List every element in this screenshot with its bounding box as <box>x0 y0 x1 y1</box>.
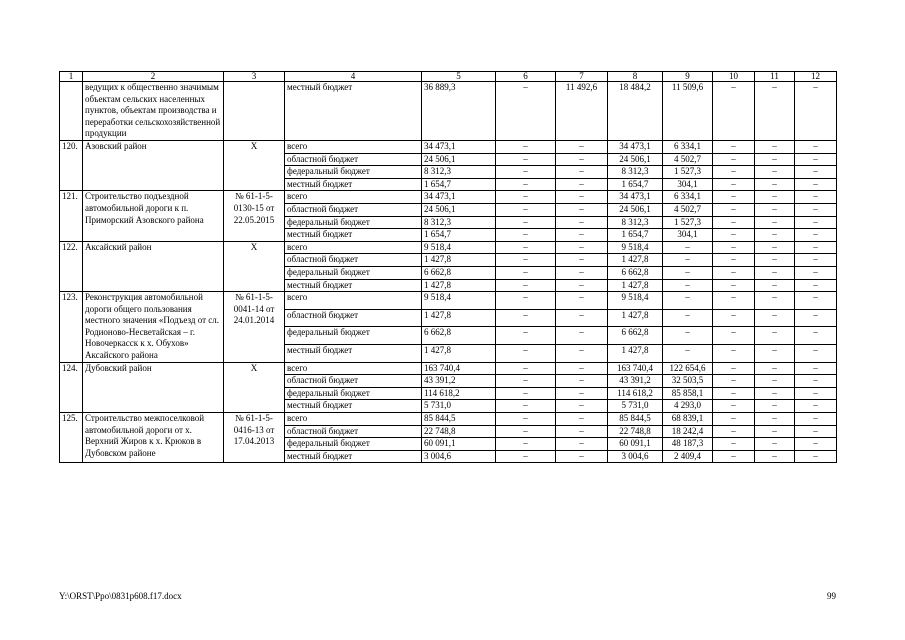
budget-source: местный бюджет <box>285 450 422 463</box>
value-cell: – <box>713 309 755 327</box>
value-cell: – <box>556 413 608 426</box>
value-cell: – <box>496 203 556 216</box>
table-row <box>60 241 837 254</box>
value-cell: – <box>795 362 837 375</box>
value-cell: – <box>496 362 556 375</box>
object-name: Реконструкция автомобильной дороги общего пользования местного значения «Подъезд от сл. Родионово-Несветайская – г. Новочеркасск к х. Обухов» Аксайского района <box>83 292 224 363</box>
value-cell: – <box>755 82 795 141</box>
value-cell: – <box>556 216 608 229</box>
value-cell: 6 662,8 <box>422 266 496 279</box>
project-doc: Х <box>224 140 285 190</box>
row-number: 124. <box>60 362 83 412</box>
column-header: 12 <box>795 72 837 82</box>
value-cell: 6 662,8 <box>422 327 496 345</box>
value-cell: – <box>713 450 755 463</box>
value-cell: 11 509,6 <box>663 82 713 141</box>
object-name: ведущих к общественно значимым объектам сельских населенных пунктов, объектам производства и переработки сельскохозяйственной продукции <box>83 82 224 141</box>
budget-source: федеральный бюджет <box>285 387 422 400</box>
value-cell: 60 091,1 <box>422 438 496 451</box>
budget-source: федеральный бюджет <box>285 327 422 345</box>
value-cell: – <box>795 438 837 451</box>
table-row <box>60 292 837 310</box>
project-doc <box>224 82 285 141</box>
value-cell: – <box>556 345 608 363</box>
value-cell: – <box>496 254 556 267</box>
value-cell: – <box>713 327 755 345</box>
value-cell: 43 391,2 <box>422 375 496 388</box>
value-cell: – <box>663 292 713 310</box>
value-cell: – <box>713 400 755 413</box>
value-cell: – <box>713 216 755 229</box>
header-row <box>60 72 837 82</box>
value-cell: – <box>755 178 795 191</box>
value-cell: 18 484,2 <box>608 82 663 141</box>
value-cell: – <box>496 450 556 463</box>
project-doc: № 61-1-5-0416-13 от 17.04.2013 <box>224 413 285 463</box>
value-cell: – <box>795 279 837 292</box>
value-cell: – <box>755 413 795 426</box>
row-number: 125. <box>60 413 83 463</box>
value-cell: – <box>496 438 556 451</box>
value-cell: – <box>496 191 556 204</box>
value-cell: – <box>755 292 795 310</box>
value-cell: 3 004,6 <box>422 450 496 463</box>
value-cell: 24 506,1 <box>422 153 496 166</box>
value-cell: – <box>713 292 755 310</box>
value-cell: 43 391,2 <box>608 375 663 388</box>
value-cell: – <box>795 166 837 179</box>
value-cell: – <box>663 309 713 327</box>
value-cell: – <box>556 425 608 438</box>
value-cell: – <box>755 279 795 292</box>
column-header: 2 <box>83 72 224 82</box>
value-cell: – <box>713 191 755 204</box>
budget-source: местный бюджет <box>285 345 422 363</box>
value-cell: 1 654,7 <box>608 229 663 242</box>
value-cell: – <box>556 266 608 279</box>
value-cell: – <box>713 362 755 375</box>
value-cell: – <box>556 292 608 310</box>
table-row <box>60 140 837 153</box>
budget-source: областной бюджет <box>285 254 422 267</box>
value-cell: 1 427,8 <box>422 279 496 292</box>
value-cell: – <box>755 425 795 438</box>
value-cell: 8 312,3 <box>608 216 663 229</box>
page-number: 99 <box>827 591 836 601</box>
value-cell: – <box>713 438 755 451</box>
value-cell: – <box>713 345 755 363</box>
value-cell: – <box>556 229 608 242</box>
column-header: 4 <box>285 72 422 82</box>
value-cell: – <box>795 345 837 363</box>
value-cell: – <box>795 375 837 388</box>
budget-source: федеральный бюджет <box>285 216 422 229</box>
value-cell: 8 312,3 <box>422 166 496 179</box>
value-cell: 1 427,8 <box>422 309 496 327</box>
value-cell: – <box>713 140 755 153</box>
row-number: 121. <box>60 191 83 241</box>
value-cell: – <box>713 203 755 216</box>
value-cell: – <box>556 387 608 400</box>
project-doc: Х <box>224 362 285 412</box>
value-cell: – <box>755 345 795 363</box>
value-cell: – <box>795 191 837 204</box>
value-cell: – <box>556 203 608 216</box>
value-cell: – <box>755 203 795 216</box>
value-cell: – <box>795 82 837 141</box>
value-cell: 85 844,5 <box>422 413 496 426</box>
value-cell: 163 740,4 <box>422 362 496 375</box>
value-cell: – <box>556 362 608 375</box>
object-name: Строительство подъездной автомобильной дороги к п. Приморский Азовского района <box>83 191 224 241</box>
value-cell: – <box>556 191 608 204</box>
value-cell: 1 427,8 <box>422 254 496 267</box>
column-header: 7 <box>556 72 608 82</box>
value-cell: – <box>795 266 837 279</box>
budget-source: областной бюджет <box>285 309 422 327</box>
value-cell: – <box>755 241 795 254</box>
column-header: 6 <box>496 72 556 82</box>
budget-source: областной бюджет <box>285 425 422 438</box>
value-cell: – <box>556 153 608 166</box>
value-cell: – <box>795 241 837 254</box>
value-cell: – <box>795 450 837 463</box>
value-cell: – <box>795 400 837 413</box>
value-cell: – <box>496 400 556 413</box>
value-cell: – <box>795 153 837 166</box>
value-cell: – <box>556 400 608 413</box>
value-cell: – <box>556 438 608 451</box>
value-cell: – <box>496 309 556 327</box>
value-cell: 122 654,6 <box>663 362 713 375</box>
value-cell: – <box>496 216 556 229</box>
object-name: Строительство межпоселковой автомобильной дороги от х. Верхний Жиров к х. Крюков в Дубовском районе <box>83 413 224 463</box>
value-cell: – <box>496 375 556 388</box>
value-cell: – <box>663 345 713 363</box>
value-cell: 1 654,7 <box>422 229 496 242</box>
value-cell: 2 409,4 <box>663 450 713 463</box>
value-cell: – <box>713 241 755 254</box>
value-cell: 6 334,1 <box>663 191 713 204</box>
value-cell: – <box>663 279 713 292</box>
value-cell: 1 654,7 <box>422 178 496 191</box>
value-cell: – <box>755 166 795 179</box>
value-cell: – <box>496 153 556 166</box>
budget-source: местный бюджет <box>285 229 422 242</box>
value-cell: 22 748,8 <box>608 425 663 438</box>
value-cell: – <box>556 309 608 327</box>
value-cell: – <box>496 292 556 310</box>
budget-source: федеральный бюджет <box>285 166 422 179</box>
value-cell: – <box>556 140 608 153</box>
budget-source: всего <box>285 292 422 310</box>
value-cell: – <box>713 178 755 191</box>
value-cell: – <box>795 254 837 267</box>
value-cell: – <box>755 400 795 413</box>
value-cell: – <box>556 254 608 267</box>
table-row <box>60 413 837 426</box>
column-header: 11 <box>755 72 795 82</box>
value-cell: – <box>496 266 556 279</box>
value-cell: – <box>795 309 837 327</box>
value-cell: – <box>713 229 755 242</box>
value-cell: – <box>496 327 556 345</box>
value-cell: 85 844,5 <box>608 413 663 426</box>
value-cell: – <box>496 82 556 141</box>
value-cell: – <box>556 166 608 179</box>
column-header: 8 <box>608 72 663 82</box>
value-cell: – <box>496 387 556 400</box>
value-cell: – <box>755 309 795 327</box>
value-cell: – <box>755 254 795 267</box>
value-cell: 4 293,0 <box>663 400 713 413</box>
value-cell: – <box>713 279 755 292</box>
budget-source: местный бюджет <box>285 279 422 292</box>
budget-source: всего <box>285 413 422 426</box>
value-cell: 1 654,7 <box>608 178 663 191</box>
value-cell: – <box>795 229 837 242</box>
value-cell: 1 427,8 <box>608 345 663 363</box>
column-header: 10 <box>713 72 755 82</box>
value-cell: 4 502,7 <box>663 153 713 166</box>
value-cell: – <box>795 327 837 345</box>
value-cell: – <box>496 425 556 438</box>
value-cell: 11 492,6 <box>556 82 608 141</box>
budget-source: местный бюджет <box>285 82 422 141</box>
column-header: 1 <box>60 72 83 82</box>
value-cell: 6 662,8 <box>608 266 663 279</box>
value-cell: 5 731,0 <box>608 400 663 413</box>
value-cell: 1 427,8 <box>608 254 663 267</box>
value-cell: 24 506,1 <box>608 203 663 216</box>
value-cell: 1 427,8 <box>608 279 663 292</box>
value-cell: 60 091,1 <box>608 438 663 451</box>
value-cell: 304,1 <box>663 229 713 242</box>
budget-source: всего <box>285 362 422 375</box>
value-cell: – <box>713 166 755 179</box>
budget-source: федеральный бюджет <box>285 266 422 279</box>
value-cell: – <box>755 438 795 451</box>
value-cell: 9 518,4 <box>608 292 663 310</box>
value-cell: 1 527,3 <box>663 216 713 229</box>
value-cell: – <box>713 425 755 438</box>
value-cell: – <box>795 203 837 216</box>
value-cell: – <box>496 241 556 254</box>
value-cell: 5 731,0 <box>422 400 496 413</box>
column-header: 3 <box>224 72 285 82</box>
value-cell: – <box>496 279 556 292</box>
value-cell: 18 242,4 <box>663 425 713 438</box>
value-cell: – <box>795 425 837 438</box>
value-cell: 85 858,1 <box>663 387 713 400</box>
budget-source: всего <box>285 191 422 204</box>
value-cell: – <box>755 191 795 204</box>
value-cell: 9 518,4 <box>422 292 496 310</box>
budget-table <box>59 71 837 463</box>
value-cell: 34 473,1 <box>608 191 663 204</box>
value-cell: 1 427,8 <box>422 345 496 363</box>
value-cell: – <box>755 216 795 229</box>
value-cell: – <box>795 387 837 400</box>
value-cell: 34 473,1 <box>422 140 496 153</box>
value-cell: – <box>496 140 556 153</box>
value-cell: – <box>496 413 556 426</box>
table-row <box>60 82 837 141</box>
value-cell: – <box>713 254 755 267</box>
budget-source: областной бюджет <box>285 153 422 166</box>
object-name: Аксайский район <box>83 241 224 291</box>
table-row <box>60 362 837 375</box>
value-cell: – <box>795 140 837 153</box>
value-cell: 1 527,3 <box>663 166 713 179</box>
value-cell: – <box>755 362 795 375</box>
value-cell: – <box>663 266 713 279</box>
value-cell: 24 506,1 <box>608 153 663 166</box>
project-doc: Х <box>224 241 285 291</box>
value-cell: – <box>663 241 713 254</box>
budget-source: всего <box>285 140 422 153</box>
column-header: 9 <box>663 72 713 82</box>
value-cell: – <box>795 216 837 229</box>
value-cell: – <box>755 327 795 345</box>
value-cell: 36 889,3 <box>422 82 496 141</box>
file-path: Y:\ORST\Ppo\0831p608.f17.docx <box>59 591 182 601</box>
value-cell: – <box>713 82 755 141</box>
value-cell: – <box>713 266 755 279</box>
value-cell: – <box>496 345 556 363</box>
table-row <box>60 191 837 204</box>
value-cell: – <box>713 413 755 426</box>
value-cell: 32 503,5 <box>663 375 713 388</box>
value-cell: 8 312,3 <box>608 166 663 179</box>
value-cell: 3 004,6 <box>608 450 663 463</box>
value-cell: – <box>795 413 837 426</box>
value-cell: 22 748,8 <box>422 425 496 438</box>
budget-source: местный бюджет <box>285 178 422 191</box>
value-cell: 163 740,4 <box>608 362 663 375</box>
row-number: 122. <box>60 241 83 291</box>
value-cell: – <box>556 375 608 388</box>
value-cell: 6 334,1 <box>663 140 713 153</box>
value-cell: 304,1 <box>663 178 713 191</box>
value-cell: 4 502,7 <box>663 203 713 216</box>
value-cell: – <box>755 266 795 279</box>
value-cell: – <box>496 229 556 242</box>
value-cell: 34 473,1 <box>608 140 663 153</box>
row-number: 123. <box>60 292 83 363</box>
budget-source: областной бюджет <box>285 203 422 216</box>
value-cell: – <box>713 375 755 388</box>
row-number <box>60 82 83 141</box>
value-cell: 48 187,3 <box>663 438 713 451</box>
value-cell: 1 427,8 <box>608 309 663 327</box>
value-cell: – <box>556 178 608 191</box>
value-cell: – <box>755 375 795 388</box>
value-cell: 34 473,1 <box>422 191 496 204</box>
budget-source: всего <box>285 241 422 254</box>
value-cell: 114 618,2 <box>422 387 496 400</box>
column-header: 5 <box>422 72 496 82</box>
object-name: Азовский район <box>83 140 224 190</box>
value-cell: – <box>795 292 837 310</box>
value-cell: – <box>713 153 755 166</box>
value-cell: – <box>496 178 556 191</box>
budget-source: федеральный бюджет <box>285 438 422 451</box>
project-doc: № 61-1-5-0130-15 от 22.05.2015 <box>224 191 285 241</box>
value-cell: – <box>556 279 608 292</box>
value-cell: – <box>755 229 795 242</box>
budget-source: областной бюджет <box>285 375 422 388</box>
value-cell: – <box>663 327 713 345</box>
budget-source: местный бюджет <box>285 400 422 413</box>
value-cell: – <box>755 140 795 153</box>
value-cell: 9 518,4 <box>422 241 496 254</box>
value-cell: – <box>556 241 608 254</box>
object-name: Дубовский район <box>83 362 224 412</box>
value-cell: – <box>663 254 713 267</box>
value-cell: – <box>556 327 608 345</box>
value-cell: – <box>755 153 795 166</box>
value-cell: – <box>795 178 837 191</box>
value-cell: 9 518,4 <box>608 241 663 254</box>
value-cell: – <box>755 450 795 463</box>
value-cell: 8 312,3 <box>422 216 496 229</box>
value-cell: 68 839,1 <box>663 413 713 426</box>
value-cell: – <box>496 166 556 179</box>
row-number: 120. <box>60 140 83 190</box>
value-cell: – <box>755 387 795 400</box>
project-doc: № 61-1-5-0041-14 от 24.01.2014 <box>224 292 285 363</box>
value-cell: – <box>556 450 608 463</box>
value-cell: 6 662,8 <box>608 327 663 345</box>
value-cell: 24 506,1 <box>422 203 496 216</box>
value-cell: 114 618,2 <box>608 387 663 400</box>
value-cell: – <box>713 387 755 400</box>
